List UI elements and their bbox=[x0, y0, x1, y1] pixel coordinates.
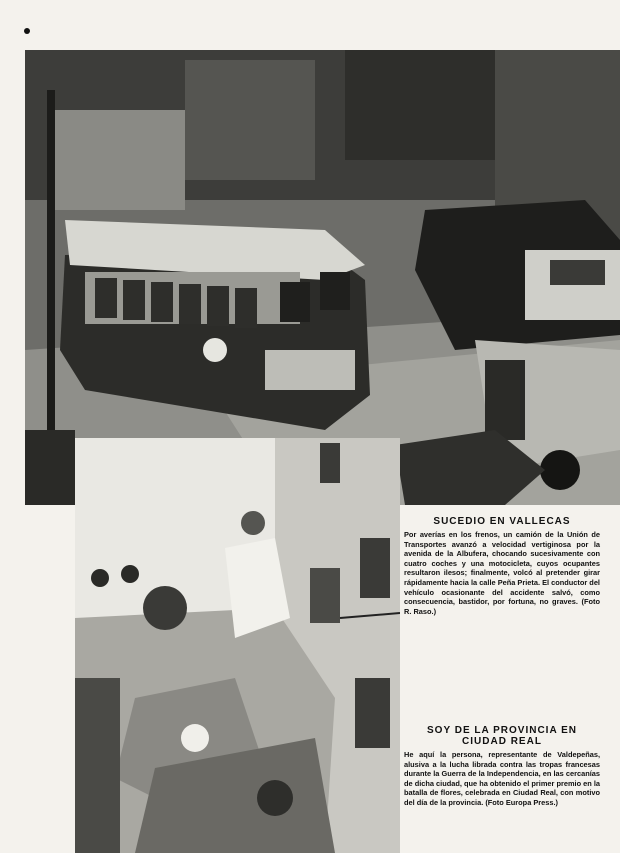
page-mark bbox=[24, 28, 30, 34]
caption-ciudad-real bbox=[404, 725, 600, 808]
caption-body: Por averías en los frenos, un camión de la Unión de Transportes avanzó a velocidad vertiginosa por la avenida de la Albufera, chocando sucesivamente con cuatro coches y una motocicleta, cuyos ocupantes resultaron ilesos; finalmente, volcó al pretender girar rápidamente hacia la calle Peña Prieta. El conductor del vehículo ocasionante del accidente salvó, como consecuencia, bastidor, por fortuna, no graves. (Foto R. Raso.) bbox=[404, 530, 600, 616]
photo-parade-float bbox=[75, 438, 400, 853]
caption-title: SOY DE LA PROVINCIA EN CIUDAD REAL bbox=[427, 725, 577, 747]
caption-vallecas bbox=[404, 516, 600, 616]
photo-vallecas-accident bbox=[25, 50, 620, 505]
caption-title: SUCEDIO EN VALLECAS bbox=[433, 516, 571, 527]
caption-body: He aquí la persona, representante de Valdepeñas, alusiva a la lucha librada contra las tropas francesas durante la Guerra de la Independencia, en las cercanías de dicha ciudad, que ha obtenido el primer premio en la batalla de flores, celebrada en Ciudad Real, con motivo del día de la provincia. (Foto Europa Press.) bbox=[404, 750, 600, 807]
